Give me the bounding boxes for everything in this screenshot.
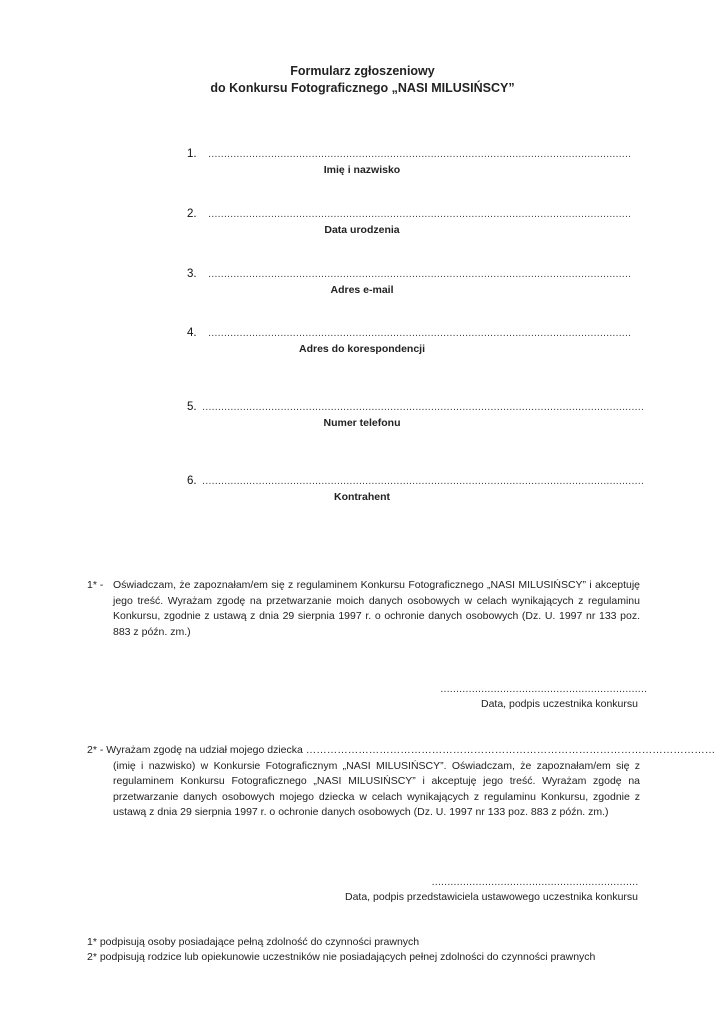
declaration-body: Oświadczam, że zapoznałam/em się z regulaminem Konkursu Fotograficznego „NASI MILUSIŃSCY” i akceptuję jego treść. Wyrażam zgodę na przetwarzanie moich danych osobowych w celach wynikających z regulaminu Konkursu, zgodnie z ustawą z dnia 29 sierpnia 1997 r. o ochronie danych osobowych (Dz. U. 1997 nr 133 poz. 883 z późn. zm.) bbox=[113, 579, 640, 638]
signature-line[interactable]: ………………………………………………………… bbox=[431, 877, 638, 888]
field-number: 3. bbox=[187, 268, 197, 280]
declaration-text bbox=[113, 578, 640, 640]
field-label: Numer telefonu bbox=[323, 417, 401, 429]
fill-in-line[interactable]: ……………………………………………………………………………………………………………………… bbox=[207, 149, 631, 160]
field-number: 6. bbox=[187, 475, 197, 487]
declaration-1 bbox=[87, 578, 640, 648]
footnote-1: 1* podpisują osoby posiadające pełną zdolność do czynności prawnych bbox=[87, 936, 420, 948]
fill-in-line[interactable]: ……………………………………………………………………………………………………………………… bbox=[207, 328, 631, 339]
declaration-2 bbox=[87, 743, 716, 843]
signature-block-guardian[interactable] bbox=[320, 877, 638, 903]
fill-in-line[interactable]: ……………………………………………………………………………………………………………………… bbox=[207, 209, 631, 220]
field-label: Imię i nazwisko bbox=[323, 164, 401, 176]
signature-line[interactable]: ………………………………………………………… bbox=[440, 684, 647, 695]
declaration-text bbox=[113, 759, 640, 821]
declaration-lead[interactable]: Wyrażam zgodę na udział mojego dziecka ……………………………………………………………………………………………………… bbox=[106, 744, 716, 756]
field-number: 1. bbox=[187, 148, 197, 160]
form-title: Formularz zgłoszeniowy bbox=[290, 64, 435, 78]
field-label: Adres e-mail bbox=[330, 284, 394, 296]
fill-in-line[interactable]: ……………………………………………………………………………………………………………………… bbox=[207, 269, 631, 280]
field-label: Adres do korespondencji bbox=[298, 343, 426, 355]
field-number: 4. bbox=[187, 327, 197, 339]
declaration-marker: 1* - bbox=[87, 579, 104, 591]
field-label: Data urodzenia bbox=[324, 224, 400, 236]
field-number: 2. bbox=[187, 208, 197, 220]
signature-label: Data, podpis przedstawiciela ustawowego uczestnika konkursu bbox=[345, 891, 638, 903]
fill-in-line[interactable]: …………………………………………………………………………………………………………………………… bbox=[201, 476, 644, 487]
form-subtitle: do Konkursu Fotograficznego „NASI MILUSIŃSCY” bbox=[210, 81, 515, 95]
footnote-2: 2* podpisują rodzice lub opiekunowie uczestników nie posiadających pełnej zdolności do czynności prawnych bbox=[87, 951, 596, 963]
signature-block-participant[interactable] bbox=[440, 684, 647, 710]
field-label: Kontrahent bbox=[334, 491, 390, 503]
declaration-marker: 2* - bbox=[87, 744, 104, 756]
signature-label: Data, podpis uczestnika konkursu bbox=[480, 698, 638, 710]
field-number: 5. bbox=[187, 401, 197, 413]
declaration-lead-line bbox=[87, 743, 716, 759]
declaration-body: (imię i nazwisko) w Konkursie Fotograficznym „NASI MILUSIŃSCY”. Oświadczam, że zapoznałam/em się z regulaminem Konkursu Fotograficznego „NASI MILUSIŃSCY” i akceptuję jego treść. Wyrażam zgodę na przetwarzanie danych osobowych mojego dziecka w celach wynikających z regulaminu Konkursu, zgodnie z ustawą z dnia 29 sierpnia 1997 r. o ochronie danych osobowych (Dz. U. 1997 nr 133 poz. 883 z późn. zm.) bbox=[113, 759, 640, 818]
fill-in-line[interactable]: …………………………………………………………………………………………………………………………… bbox=[201, 402, 644, 413]
